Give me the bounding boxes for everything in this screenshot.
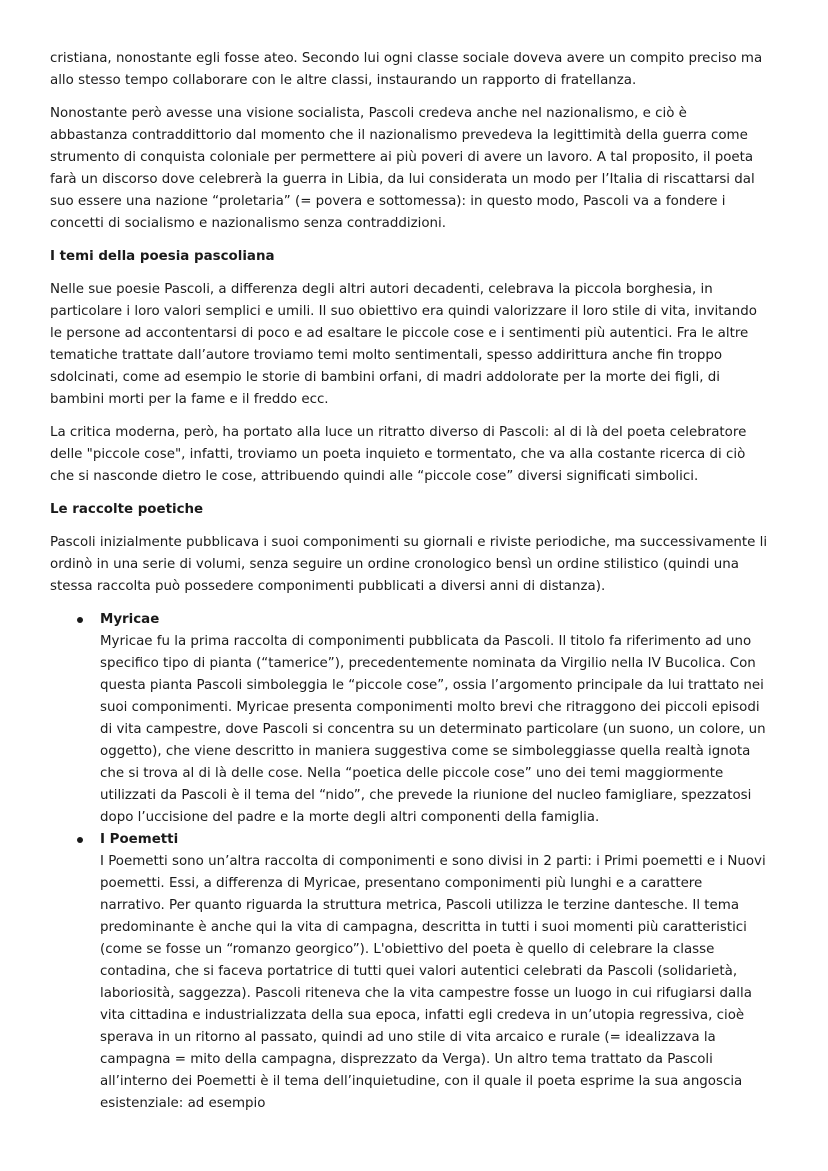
paragraph-temi-2: La critica moderna, però, ha portato alla luce un ritratto diverso di Pascoli: al di là del poeta celebratore delle "piccole cose", infatti, troviamo un poeta inquieto e tormentato, che va alla costante ricerca di ciò che si nasconde dietro le cose, attribuendo quindi alle “piccole cose” diversi significati simbolici. xyxy=(50,425,747,484)
bullet-icon xyxy=(77,617,83,623)
paragraph-raccolte-intro: Pascoli inizialmente pubblicava i suoi componimenti su giornali e riviste periodiche, ma successivamente li ordinò in una serie di volumi, senza seguire un ordine cronologico bensì un ordine stilistico (quindi una stessa raccolta può possedere componimenti pubblicati a diversi anni di distanza). xyxy=(50,535,768,594)
paragraph-fratellanza: cristiana, nonostante egli fosse ateo. Secondo lui ogni classe sociale doveva avere un compito preciso ma allo stesso tempo collaborare con le altre classi, instaurando un rapporto di fratellanza. xyxy=(50,51,763,88)
item-text: Myricae fu la prima raccolta di componimenti pubblicata da Pascoli. Il titolo fa riferimento ad uno specifico tipo di pianta (“tamerice”), precedentemente nominata da Virgilio nella IV Bucolica. Con questa pianta Pascoli simboleggia le “piccole cose”, ossia l’argomento principale da lui trattato nei suoi componimenti. Myricae presenta componimenti molto brevi che ritraggono dei piccoli episodi di vita campestre, dove Pascoli si concentra su un determinato particolare (un suono, un colore, un oggetto), che viene descritto in maniera suggestiva come se simboleggiasse quella realtà ignota che si trova al di là delle cose. Nella “poetica delle piccole cose” uno dei temi maggiormente utilizzati da Pascoli è il tema del “nido”, che prevede la riunione del nucleo famigliare, spezzatosi dopo l’uccisione del padre e la morte degli altri componenti della famiglia. xyxy=(100,634,766,825)
heading-temi: I temi della poesia pascoliana xyxy=(50,249,275,264)
list-item-poemetti xyxy=(50,829,768,1115)
paragraph-temi-1: Nelle sue poesie Pascoli, a differenza degli altri autori decadenti, celebrava la piccola borghesia, in particolare i loro valori semplici e umili. Il suo obiettivo era quindi valorizzare il loro stile di vita, invitando le persone ad accontentarsi di poco e ad esaltare le piccole cose e i sentimenti più autentici. Fra le altre tematiche trattate dall’autore troviamo temi molto sentimentali, spesso addirittura anche fin troppo sdolcinati, come ad esempio le storie di bambini orfani, di madri addolorate per la morte dei figli, di bambini morti per la fame e il freddo ecc. xyxy=(50,282,757,407)
collections-list xyxy=(50,609,768,1115)
paragraph-nazionalismo: Nonostante però avesse una visione socialista, Pascoli credeva anche nel nazionalismo, e ciò è abbastanza contraddittorio dal momento che il nazionalismo prevedeva la legittimità della guerra come strumento di conquista coloniale per permettere ai più poveri di avere un lavoro. A tal proposito, il poeta farà un discorso dove celebrerà la guerra in Libia, da lui considerata un modo per l’Italia di riscattarsi dal suo essere una nazione “proletaria” (= povera e sottomessa): in questo modo, Pascoli va a fondere i concetti di socialismo e nazionalismo senza contraddizioni. xyxy=(50,106,755,231)
item-title: I Poemetti xyxy=(100,832,179,847)
item-text: I Poemetti sono un’altra raccolta di componimenti e sono divisi in 2 parti: i Primi poemetti e i Nuovi poemetti. Essi, a differenza di Myricae, presentano componimenti più lunghi e a carattere narrativo. Per quanto riguarda la struttura metrica, Pascoli utilizza le terzine dantesche. Il tema predominante è anche qui la vita di campagna, descritta in tutti i suoi momenti più caratteristici (come se fosse un “romanzo georgico”). L'obiettivo del poeta è quello di celebrare la classe contadina, che si faceva portatrice di tutti quei valori autentici celebrati da Pascoli (solidarietà, laboriosità, saggezza). Pascoli riteneva che la vita campestre fosse un luogo in cui rifugiarsi dalla vita cittadina e industrializzata della sua epoca, infatti egli credeva in un’utopia regressiva, cioè sperava in un ritorno al passato, quindi ad uno stile di vita arcaico e rurale (= idealizzava la campagna = mito della campagna, disprezzato da Verga). Un altro tema trattato da Pascoli all’interno dei Poemetti è il tema dell’inquietudine, con il quale il poeta esprime la sua angoscia esistenziale: ad esempio xyxy=(100,854,766,1111)
bullet-icon xyxy=(77,837,83,843)
item-title: Myricae xyxy=(100,612,160,627)
list-item-myricae xyxy=(50,609,768,829)
heading-raccolte: Le raccolte poetiche xyxy=(50,502,204,517)
